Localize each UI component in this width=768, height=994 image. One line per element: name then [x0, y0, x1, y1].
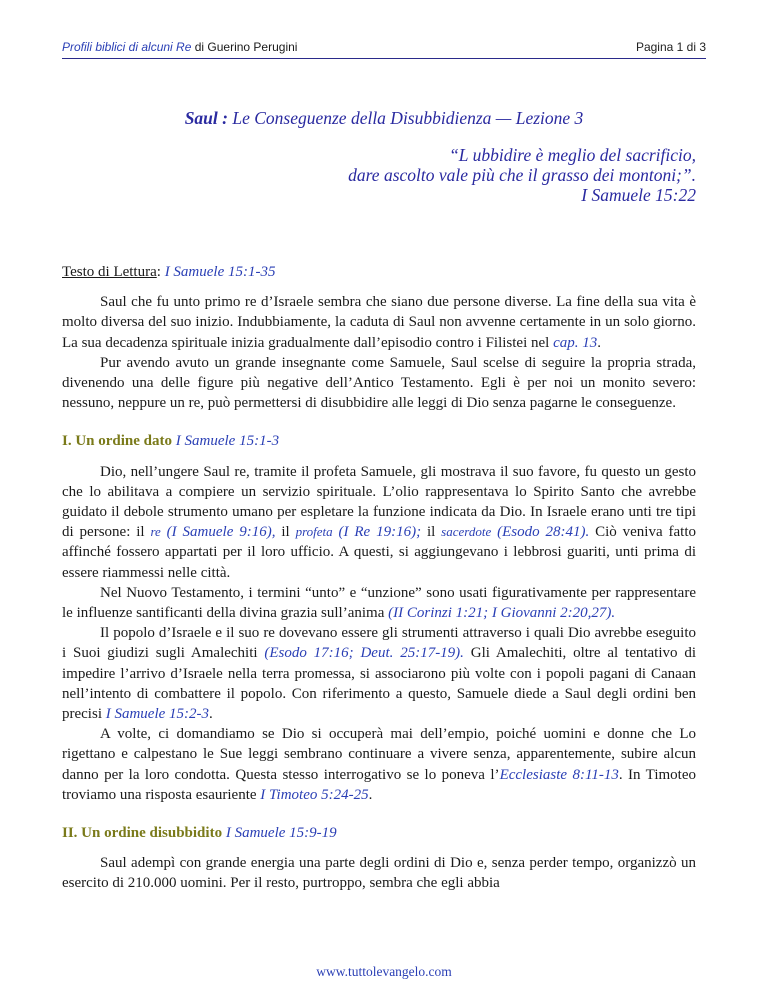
section-reference: I Samuele 15:9-19 [225, 825, 337, 842]
section1-paragraph-3: Il popolo d’Israele e il suo re dovevano essere gli strumenti attraverso i quali Dio avrebbe eseguito i Suoi giudizi sugli Amalechiti (Esodo 17:16; Deut. 25:17-19). Gli Amalechiti, oltre al tentativo di impedire l’arrivo d’Israele nella terra promessa, si associarono più volte con i popoli pagani di Canaan nell’intento di combattere il popolo. Con riferimento a questo, Samuele diede a Saul degli ordini ben precisi I Samuele 15:2-3. [62, 625, 696, 723]
footer-url[interactable]: www.tuttolevangelo.com [316, 964, 452, 979]
title-name: Saul : [184, 108, 228, 128]
quote-line-2: dare ascolto vale più che il grasso dei montoni;”. [348, 165, 696, 185]
lesson-number: 3 [574, 108, 584, 128]
section2-paragraph-1: Saul adempì con grande energia una parte degli ordini di Dio e, senza perder tempo, organizzò un esercito di 210.000 uomini. Per il resto, purtroppo, sembra che egli abbia [62, 855, 696, 892]
epigraph [348, 145, 696, 205]
reading-text-line: Testo di Lettura: I Samuele 15:1-35 [62, 264, 276, 280]
section-reference: I Samuele 15:1-3 [175, 433, 280, 450]
reading-label: Testo di Lettura [62, 264, 157, 280]
author: di Guerino Perugini [191, 40, 298, 54]
title-rest: Le Conseguenze della Disubbidienza — Lezione [227, 108, 575, 128]
header-title [62, 40, 297, 54]
page-number: Pagina 1 di 3 [635, 40, 706, 54]
reading-reference: I Samuele 15:1-35 [164, 264, 276, 280]
lesson-title [0, 108, 768, 129]
section-heading-2: II. Un ordine disubbidito I Samuele 15:9-19 [62, 825, 337, 842]
section1-paragraph-1: Dio, nell’ungere Saul re, tramite il profeta Samuele, gli mostrava il suo favore, fu questo un gesto che lo abilitava a compiere un servizio spirituale. L’olio rappresentava lo Spirito Santo che avrebbe guidato il debole strumento umano per espletare la funzione indicata da Dio. In Israele erano unti tre tipi di persone: il re (I Samuele 9:16), il profeta (I Re 19:16); il sacerdote (Esodo 28:41). Ciò veniva fatto affinché fossero appartati per il loro ufficio. A questi, si aggiungevano i lebbrosi guariti, unti prima di essere riammessi nelle città. [62, 463, 696, 581]
document-body [62, 262, 696, 894]
section1-paragraph-2: Nel Nuovo Testamento, i termini “unto” e “unzione” sono usati figurativamente per rappresentare le influenze santificanti della divina grazia sull’anima (II Corinzi 1:21; I Giovanni 2:20,27). [62, 584, 696, 622]
intro-paragraph-2: Pur avendo avuto un grande insegnante come Samuele, Saul scelse di seguire la propria strada, divenendo una delle figure più negative dell’Antico Testamento. Egli è per noi un monito severo: nessuno, neppure un re, può permettersi di disubbidire alle leggi di Dio senza pagarne le conseguenze. [62, 354, 696, 412]
quote-reference: I Samuele 15:22 [581, 185, 696, 205]
section-heading-1: I. Un ordine dato I Samuele 15:1-3 [62, 433, 280, 450]
intro-paragraph-1: Saul che fu unto primo re d’Israele sembra che siano due persone diverse. La fine della sua vita è molto diversa del suo inizio. Indubbiamente, la caduta di Saul non avvenne certamente in un solo giorno. La sua decadenza spirituale inizia gradualmente dall’episodio contro i Filistei nel cap. 13. [62, 294, 696, 351]
book-title: Profili biblici di alcuni Re [62, 40, 192, 54]
section1-paragraph-4: A volte, ci domandiamo se Dio si occuperà mai dell’empio, poiché uomini e donne che Lo rigettano e calpestano le Sue leggi sembrano continuare a vivere senza, apparentemente, subire alcun danno per la loro condotta. Questa stesso interrogativo se lo poneva l’Ecclesiaste 8:11-13. In Timoteo troviamo una risposta esauriente I Timoteo 5:24-25. [62, 726, 696, 803]
page-header [62, 38, 706, 59]
scripture-reference: cap. 13 [553, 334, 598, 351]
quote-line-1: “L ubbidire è meglio del sacrificio, [449, 145, 696, 165]
